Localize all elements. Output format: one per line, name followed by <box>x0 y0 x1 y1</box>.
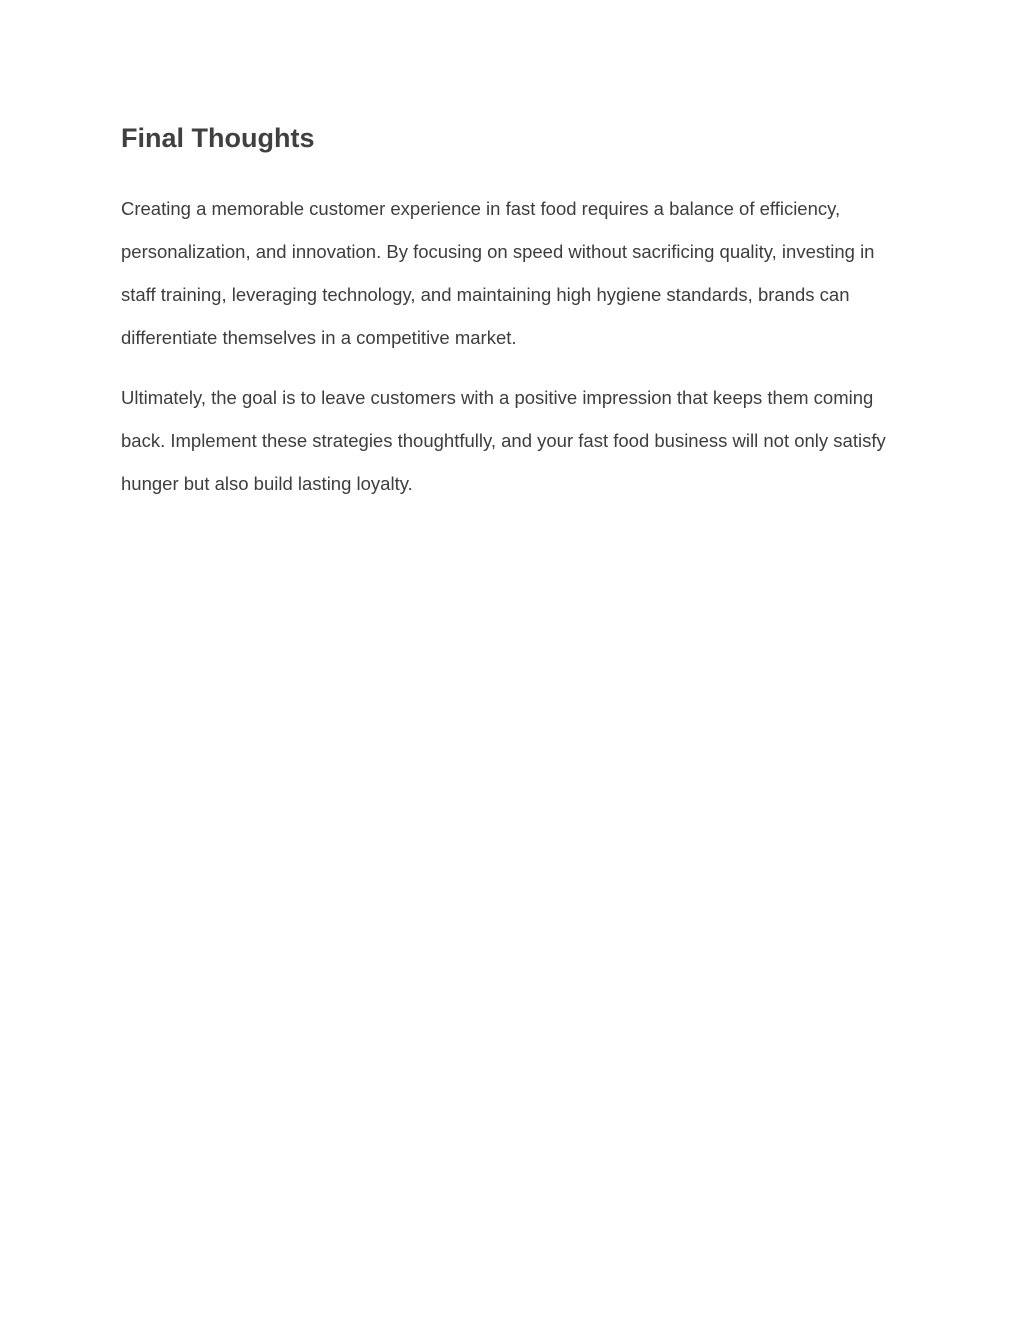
page-title: Final Thoughts <box>121 123 315 153</box>
paragraph-conclusion: Ultimately, the goal is to leave customers with a positive impression that keeps them coming back. Implement these strategies thoughtfully, and your fast food business will not only satisfy hunger but also build lasting loyalty. <box>121 387 886 494</box>
document-content <box>121 118 911 505</box>
paragraph-efficiency: Creating a memorable customer experience in fast food requires a balance of efficiency, personalization, and innovation. By focusing on speed without sacrificing quality, investing in staff training, leveraging technology, and maintaining high hygiene standards, brands can differentiate themselves in a competitive market. <box>121 198 875 348</box>
